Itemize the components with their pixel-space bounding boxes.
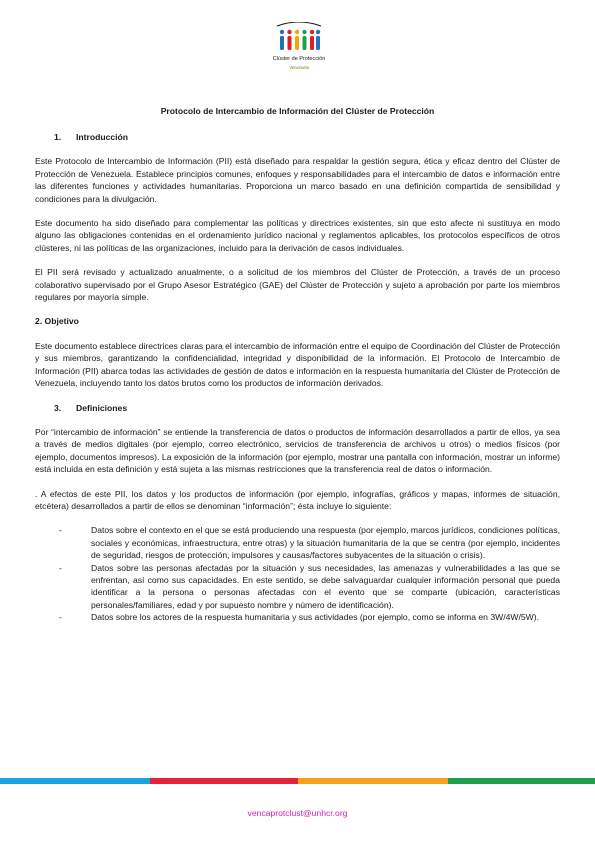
logo-name: Clúster de Protección (272, 56, 326, 62)
section1-number: 1. (54, 132, 62, 142)
document-body (35, 131, 560, 624)
people-figures-icon (273, 22, 325, 56)
section1-title: Introducción (76, 132, 129, 142)
section3-number: 3. (54, 402, 62, 413)
section3-title: Definiciones (76, 402, 128, 413)
section1-heading (35, 131, 560, 143)
footer-color-bar-orange (298, 778, 448, 784)
figure-body (295, 36, 299, 50)
figure-head (310, 30, 314, 34)
logo-subtitle: Venezuela (289, 65, 309, 70)
document-title: Protocolo de Intercambio de Información del Clúster de Protección (160, 106, 435, 116)
figure-head (280, 30, 284, 34)
section2-paragraph-1: Este documento establece directrices claras para el intercambio de información entre el equipo de Coordinación del Clúster de Protección y sus miembros, garantizando la confidencialidad, integridad y disponibilidad de la información. El Protocolo de Intercambio de Información (PII) abarca todas las actividades de gestión de datos e información en la respuesta humanitaria del Clúster de Protección de Venezuela, incluyendo tanto los datos brutos como los productos de información derivados. (35, 340, 560, 389)
figure-body (310, 36, 314, 50)
list-item: - Datos sobre el contexto en el que se está produciendo una respuesta (por ejemplo, marcos jurídicos, condiciones políticas, sociales y económicas, infraestructura, entre otras) y la situación humanitaria de la que se centra (por ejemplo, incidentes de seguridad, riesgos de protección, impulsores y causas/factores subyacentes de la situación o crisis). (59, 525, 560, 561)
list-item: - Datos sobre los actores de la respuesta humanitaria y sus actividades (por ejemplo, como se informa en 3W/4W/5W). (59, 612, 540, 623)
figure-head (287, 30, 291, 34)
section3-heading (35, 402, 560, 414)
figure-body (303, 36, 307, 50)
figure-body (280, 36, 284, 50)
footer-email[interactable]: vencaprotclust@unhcr.org (247, 808, 348, 818)
figure-head (295, 30, 299, 34)
section3-paragraph-1: Por “intercambio de información” se entiende la transferencia de datos o productos de información desarrollados a partir de ellos, ya sea a través de medios digitales (por ejemplo, correo electrónico, servicios de transferencia de archivos u otros) o medios físicos (por ejemplo, documentos impresos). La exposición de la información (por ejemplo, mostrar una pantalla con información, mostrar un informe) está incluida en esta definición y está sujeta a las mismas restricciones que la transferencia real de datos o información. (35, 426, 560, 475)
section1-paragraph-3: El PII será revisado y actualizado anualmente, o a solicitud de los miembros del Clúster de Protección, a través de un proceso colaborativo supervisado por el Grupo Asesor Estratégico (GAE) del Clúster de Protección y sujeto a aprobación por parte los miembros regulares por mayoría simple. (35, 267, 560, 303)
figure-body (288, 36, 292, 50)
figure-body (316, 36, 320, 50)
section1-paragraph-1: Este Protocolo de Intercambio de Información (PII) está diseñado para respaldar la gestión segura, ética y eficaz dentro del Clúster de Protección de Venezuela. Establece principios comunes, enfoques y responsabilidades para el intercambio de datos e información entre las diferentes funciones y actividades humanitarias. Proporciona un marco basado en una definición compartida de sensibilidad y condiciones para la divulgación. (35, 156, 560, 204)
list-item: - Datos sobre las personas afectadas por la situación y sus necesidades, las amenazas y vulnerabilidades a las que se enfrentan, así como sus capacidades. En este sentido, se debe salvaguardar cualquier información personal que pueda identificar a la persona o personas afectadas con el evento que se comparte (ubicación, características personales/familiares, edad y por supuesto nombre y número de identificación). (59, 562, 560, 610)
section3-paragraph-2: . A efectos de este PII, los datos y los productos de información (por ejemplo, infografías, gráficos y mapas, informes de situación, etcétera) desarrollados a partir de ellos se denominan “información”; ésta incluye lo siguiente: (35, 488, 560, 511)
figure-head (316, 30, 320, 34)
figure-head (302, 30, 306, 34)
section2-heading: 2. Objetivo (35, 316, 79, 327)
section1-paragraph-2: Este documento ha sido diseñado para complementar las políticas y directrices existentes, sin que esto afecte ni sustituya en modo alguno las obligaciones contenidas en el ordenamiento jurídico nacional y reglamentos aplicables, los protocolos específicos de otros clústeres, ni las políticas de las organizaciones, incluido para la derivación de casos individuales. (35, 218, 560, 253)
footer-color-bar-red (150, 778, 298, 784)
footer-color-bar-green (448, 778, 595, 784)
footer-color-bar-blue (0, 778, 150, 784)
information-types-list (35, 524, 560, 623)
cluster-logo (262, 22, 336, 80)
